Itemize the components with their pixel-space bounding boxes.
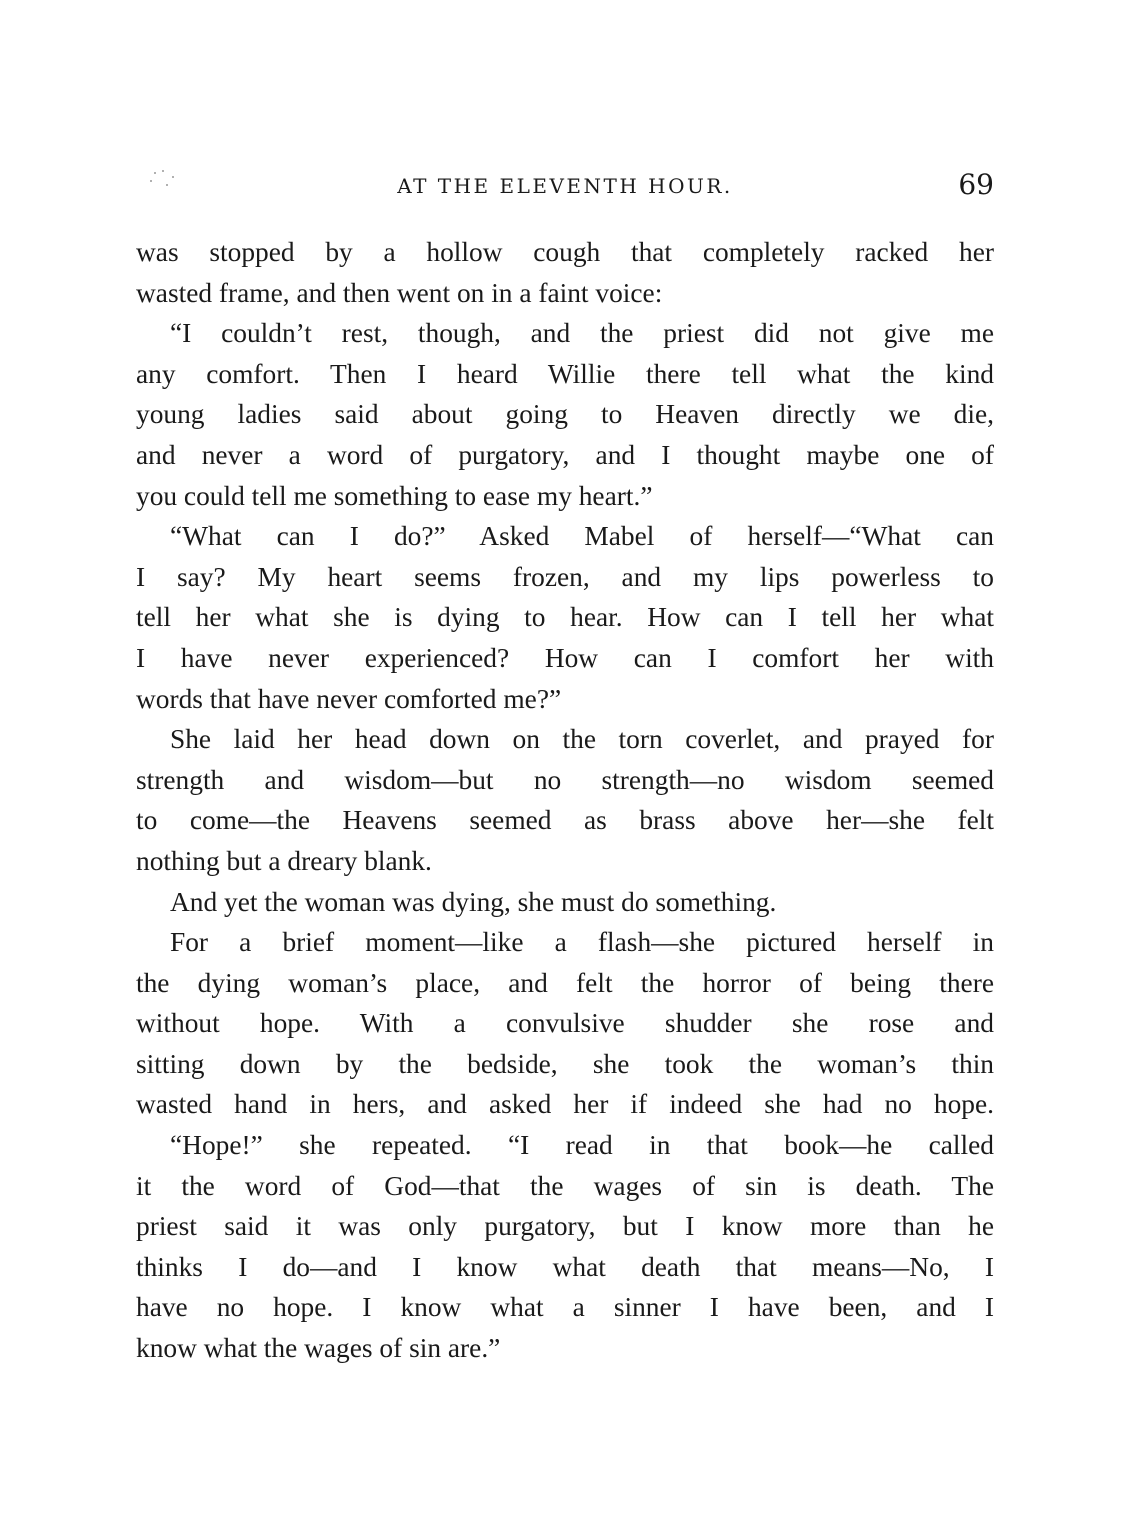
text-line: to come—the Heavens seemed as brass above her—she felt <box>136 805 994 836</box>
text-line: tell her what she is dying to hear. How can I tell her what <box>136 602 994 633</box>
text-line: “Hope!” she repeated. “I read in that book—he called <box>170 1130 994 1161</box>
text-line: “I couldn’t rest, though, and the priest did not give me <box>170 318 994 349</box>
body-text <box>136 232 994 1369</box>
text-line: and never a word of purgatory, and I thought maybe one of <box>136 439 994 470</box>
text-line: “What can I do?” Asked Mabel of herself—“What can <box>170 521 994 552</box>
text-line: nothing but a dreary blank. <box>136 845 432 876</box>
text-line: strength and wisdom—but no strength—no wisdom seemed <box>136 764 994 795</box>
running-head: AT THE ELEVENTH HOUR. <box>397 174 733 198</box>
page-number: 69 <box>958 168 994 201</box>
text-line: the dying woman’s place, and felt the horror of being there <box>136 967 994 998</box>
text-line: priest said it was only purgatory, but I know more than he <box>136 1211 994 1242</box>
text-line: any comfort. Then I heard Willie there tell what the kind <box>136 358 994 389</box>
text-line: For a brief moment—like a flash—she pictured herself in <box>170 927 994 958</box>
text-line: wasted frame, and then went on in a faint voice: <box>136 277 663 308</box>
text-line: wasted hand in hers, and asked her if indeed she had no hope. <box>136 1089 994 1120</box>
text-line: know what the wages of sin are.” <box>136 1333 501 1364</box>
text-line: words that have never comforted me?” <box>136 683 562 714</box>
text-line: I say? My heart seems frozen, and my lips powerless to <box>136 561 994 592</box>
text-line: was stopped by a hollow cough that completely racked her <box>136 237 994 267</box>
text-line: sitting down by the bedside, she took the woman’s thin <box>136 1048 994 1079</box>
text-line: I have never experienced? How can I comfort her with <box>136 642 994 673</box>
page-header <box>136 168 994 202</box>
text-line: She laid her head down on the torn coverlet, and prayed for <box>170 724 994 755</box>
text-line: young ladies said about going to Heaven directly we die, <box>136 399 994 430</box>
text-line: And yet the woman was dying, she must do something. <box>170 886 777 917</box>
text-line: have no hope. I know what a sinner I have been, and I <box>136 1292 994 1323</box>
text-line: it the word of God—that the wages of sin is death. The <box>136 1170 994 1201</box>
text-line: without hope. With a convulsive shudder she rose and <box>136 1008 994 1039</box>
text-line: you could tell me something to ease my heart.” <box>136 480 653 511</box>
text-line: thinks I do—and I know what death that means—No, I <box>136 1251 994 1282</box>
